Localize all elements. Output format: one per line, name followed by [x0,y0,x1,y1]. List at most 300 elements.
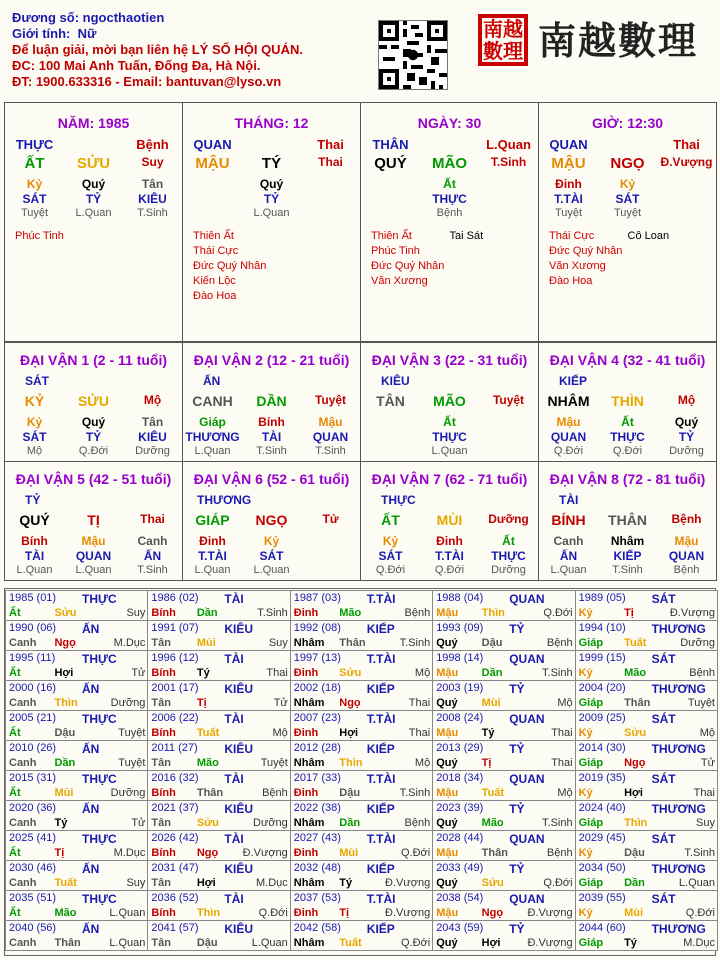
year-phase: Mộ [414,757,431,769]
main-label: Thai [318,155,343,169]
year-label: 2012 (28) [293,742,341,754]
luck-hidden-label: ẤN [143,549,162,563]
year-row [9,877,145,889]
year-label: 2019 (35) [578,772,626,784]
year-cell [5,890,148,921]
top-label: Thai [317,137,344,152]
year-cell [147,830,290,861]
year-row [151,697,287,709]
main-label: MÃO [432,155,467,172]
year-phase: Mộ [699,727,715,739]
luck-hidden-label: TỶ [85,430,102,444]
year-label: 1999 (15) [578,652,626,664]
hidden-row [539,177,716,191]
top-label: THỰC [15,137,54,152]
hidden-row [361,177,538,191]
year-row [436,667,572,679]
year-row [151,607,287,619]
year-stem: Mậu [436,727,459,739]
year-cell [290,680,433,711]
pillar-title: NĂM: 1985 [57,115,130,131]
year-god: TÀI [224,592,244,606]
year-phase: Thai [551,727,573,739]
year-row [9,697,145,709]
luck-cell [360,461,539,581]
hidden-label: SÁT [22,192,47,206]
year-god: TÀI [224,652,244,666]
year-cell [147,590,290,621]
year-cell [575,710,718,741]
top-label: QUAN [193,137,232,152]
year-stem: Mậu [436,847,459,859]
year-cell [5,680,148,711]
luck-hidden-label: SÁT [259,549,284,563]
year-row [151,937,287,949]
year-branch: Dậu [339,787,361,799]
year-row [294,667,430,679]
hidden-label: T.TÀI [554,192,583,206]
year-stem: Tân [151,877,171,889]
year-branch: Dậu [481,637,503,649]
luck-title: ĐẠI VẬN 6 (52 - 61 tuổi) [193,471,350,487]
pillar-title: NGÀY: 30 [417,115,482,131]
hidden-row [183,177,360,191]
pillar-cell [360,102,539,342]
year-god: SÁT [651,772,676,786]
year-row [436,727,572,739]
hidden-label: L.Quan [253,207,290,219]
luck-god: SÁT [25,374,49,388]
year-cell [147,920,290,951]
year-stem: Quý [436,937,458,949]
year-cell [432,590,575,621]
year-branch: Hợi [54,667,74,679]
year-stem: Mậu [436,667,459,679]
luck-hidden-label [479,430,538,444]
year-stem: Giáp [578,817,604,829]
luck-main-row [539,512,716,528]
year-god: THỰC [82,712,117,726]
year-label: 2000 (16) [9,682,57,694]
year-stem: Tân [151,637,171,649]
year-row [436,757,572,769]
year-label: 2031 (47) [151,862,199,874]
year-row [579,697,715,709]
year-branch: Mão [54,907,77,919]
year-stem: Mậu [436,787,459,799]
year-stem: Tân [151,697,171,709]
year-cell [147,770,290,801]
year-branch: Mùi [481,697,501,709]
year-stem: Kỷ [578,787,593,799]
year-phase: Dưỡng [680,637,715,649]
hidden-row [5,177,182,191]
year-stem: Ất [9,667,21,679]
year-label: 2004 (20) [578,682,626,694]
year-row [151,877,287,889]
luck-hidden-label: THỰC [432,430,467,444]
seal-stamp: 南越 數理 [478,14,528,66]
year-row [579,727,715,739]
year-branch: Tý [481,727,495,739]
luck-hidden-label: Tân [141,415,164,429]
year-phase: T.Sinh [542,667,573,679]
pillar-cell [4,102,183,342]
star-left: Văn Xương [371,275,428,287]
year-stem: Giáp [578,697,604,709]
year-branch: Tị [481,757,492,769]
luck-hidden-row [361,430,538,444]
year-god: KIẾP [366,862,395,876]
star-right: Cô Loan [627,230,670,242]
star-left: Đức Quý Nhân [549,245,623,257]
main-label: TÝ [261,155,282,172]
main-label: T.Sinh [490,155,527,169]
year-row [579,637,715,649]
hidden-row [5,192,182,206]
year-phase: Tuyệt [687,697,715,709]
luck-hidden-row [539,415,716,429]
top-label: L.Quan [486,137,531,152]
year-branch: Ngọ [54,637,76,649]
year-god: KIẾP [366,682,395,696]
luck-hidden-label: Canh [137,534,168,548]
star-row [193,259,350,274]
year-stem: Nhâm [293,817,325,829]
hidden-label [301,207,360,219]
year-god: T.TÀI [366,832,396,846]
year-god: ẤN [82,862,100,876]
hidden-label [183,192,242,206]
luck-cell [4,342,183,462]
year-stem: Đinh [293,667,319,679]
luck-hidden-label: Bính [21,534,48,548]
luck-hidden-label: T.Sinh [315,445,346,457]
luck-title: ĐẠI VẬN 1 (2 - 11 tuổi) [19,352,168,368]
year-branch: Thìn [339,757,363,769]
year-god: TỶ [509,682,525,696]
year-label: 2005 (21) [9,712,57,724]
year-god: T.TÀI [366,652,396,666]
star-right: Tai Sát [449,230,484,242]
year-row [9,817,145,829]
year-god: SÁT [651,592,676,606]
year-cell [147,650,290,681]
luck-main-label: ẤT [381,512,400,528]
year-god: TÀI [224,712,244,726]
year-cell [147,800,290,831]
hidden-label: TỶ [85,192,102,206]
luck-hidden-label: QUAN [312,430,349,444]
luck-main-row [5,393,182,409]
year-branch: Thân [196,787,224,799]
year-god: ẤN [82,922,100,936]
year-label: 2016 (32) [151,772,199,784]
year-cell [5,620,148,651]
luck-cell [182,342,361,462]
luck-hidden-label: Mậu [674,534,699,548]
year-label: 2013 (29) [436,742,484,754]
year-row [436,637,572,649]
year-god: T.TÀI [366,592,396,606]
year-god: SÁT [651,892,676,906]
luck-main-label: Dưỡng [488,512,529,526]
year-branch: Tuất [481,787,505,799]
year-label: 2032 (48) [293,862,341,874]
year-branch: Ngọ [624,757,646,769]
luck-cell [538,342,717,462]
hidden-label [361,207,420,219]
year-row [294,607,430,619]
year-branch: Ngọ [481,907,504,919]
luck-main-label: NHÂM [547,393,590,409]
year-row [9,607,145,619]
year-row [579,757,715,769]
luck-hidden-label: QUAN [75,549,112,563]
luck-hidden-label: Dưỡng [135,445,170,457]
year-god: TỶ [509,742,525,756]
year-god: T.TÀI [366,772,396,786]
year-row [9,637,145,649]
year-stem: Bính [151,847,176,859]
year-branch: Dậu [196,937,218,949]
year-god: QUAN [509,712,545,726]
hidden-row [183,207,360,219]
luck-hidden-row [183,415,360,429]
hidden-label [657,192,716,206]
star-left: Thiên Ất [371,230,412,242]
hidden-label [301,192,360,206]
year-branch: Dần [481,667,503,679]
year-cell [147,740,290,771]
year-row [294,817,430,829]
phone-line: ĐT: 1900.633316 - Email: bantuvan@lyso.vn [12,74,282,89]
year-row [9,787,145,799]
year-row [294,787,430,799]
year-label: 2025 (41) [9,832,57,844]
year-phase: Mộ [414,667,431,679]
star-left: Văn Xương [549,260,606,272]
luck-main-row [5,512,182,528]
year-phase: Suy [126,607,146,619]
hidden-label: Kỷ [619,177,636,191]
year-god: QUAN [509,772,545,786]
year-cell [5,740,148,771]
year-stem: Tân [151,757,171,769]
star-left: Đào Hoa [549,275,593,287]
luck-main-label: MÙI [436,512,463,528]
luck-title: ĐẠI VẬN 3 (22 - 31 tuổi) [371,352,528,368]
year-branch: Ngọ [339,697,361,709]
luck-main-label: Mộ [677,393,696,407]
year-god: THƯƠNG [651,862,706,876]
year-cell [432,620,575,651]
year-branch: Tị [196,697,207,709]
year-label: 2010 (26) [9,742,57,754]
year-cell [575,770,718,801]
year-phase: Thai [551,757,573,769]
year-phase: T.Sinh [399,787,431,799]
hidden-label: Bệnh [436,207,463,219]
year-phase: M.Dục [683,937,715,949]
year-branch: Thìn [196,907,221,919]
year-row [436,697,572,709]
year-phase: Đ.Vượng [242,847,288,859]
year-god: TÀI [224,772,244,786]
hidden-row [361,207,538,219]
star-row [549,229,706,244]
year-god: THỰC [82,892,117,906]
year-phase: Đ.Vượng [385,877,431,889]
main-label: Suy [141,155,164,169]
year-stem: Canh [9,637,37,649]
year-phase: Tuyệt [118,757,146,769]
year-stem: Giáp [578,757,604,769]
year-row [579,907,715,919]
year-label: 2008 (24) [436,712,484,724]
luck-hidden-row [183,430,360,444]
main-label: MẬU [551,155,586,172]
year-row [579,847,715,859]
top-label: Thai [673,137,700,152]
year-phase: Thai [693,787,715,799]
year-branch: Mùi [54,787,74,799]
luck-hidden-row [5,415,182,429]
year-label: 1998 (14) [436,652,484,664]
year-phase: Dưỡng [110,697,146,709]
luck-hidden-label: Q.Đới [375,564,406,576]
hidden-label: L.Quan [75,207,112,219]
luck-main-label: TÂN [376,393,405,409]
star-row [371,229,528,244]
year-stem: Bính [151,907,176,919]
year-label: 2014 (30) [578,742,626,754]
year-branch: Dần [624,877,645,889]
star-row [549,259,706,274]
contact-line: Để luận giải, mời bạn liên hệ LÝ SỐ HỘI QUÁN. [12,42,303,57]
year-branch: Tuất [54,877,77,889]
pillar-top-row [5,137,182,152]
year-stem: Canh [9,697,37,709]
luck-hidden-label: T.Sinh [612,564,643,576]
luck-main-label: Tuyệt [492,393,525,407]
year-label: 1996 (12) [151,652,199,664]
year-stem: Canh [9,877,37,889]
year-label: 2006 (22) [151,712,199,724]
luck-hidden-label: THƯƠNG [185,430,240,444]
year-label: 1988 (04) [436,592,484,604]
year-cell [147,680,290,711]
year-god: KIÊU [224,802,254,816]
year-cell [575,650,718,681]
luck-hidden-label: T.TÀI [435,549,464,563]
luck-main-label: Mộ [143,393,162,407]
luck-hidden-label: Kỷ [26,415,43,429]
luck-cell [182,461,361,581]
year-label: 2002 (18) [293,682,341,694]
luck-hidden-label: Quý [674,415,699,429]
year-god: KIÊU [224,622,254,636]
luck-main-label: QUÝ [19,512,50,528]
year-god: KIẾP [366,622,395,636]
hidden-label [657,177,716,191]
year-cell [575,890,718,921]
year-stem: Đinh [293,847,319,859]
year-row [436,877,572,889]
luck-hidden-label: T.TÀI [198,549,227,563]
luck-hidden-label [361,445,420,457]
star-row [549,274,706,289]
year-label: 1986 (02) [151,592,199,604]
year-phase: Bệnh [262,787,288,799]
year-phase: L.Quan [109,937,146,949]
year-branch: Dậu [54,727,76,739]
year-god: THỰC [82,652,117,666]
luck-main-label: CANH [192,393,233,409]
luck-hidden-label: L.Quan [75,564,112,576]
hidden-label [479,177,538,191]
year-label: 2037 (53) [293,892,341,904]
luck-hidden-label: Đinh [199,534,226,548]
luck-hidden-label: L.Quan [16,564,53,576]
main-label: Đ.Vượng [660,155,713,169]
year-row [151,757,287,769]
pillar-top-row [361,137,538,152]
year-stem: Bính [151,667,176,679]
luck-main-row [361,393,538,409]
year-phase: Dưỡng [253,817,288,829]
year-phase: Suy [268,637,288,649]
hidden-row [183,192,360,206]
year-phase: M.Dục [113,847,146,859]
luck-hidden-label: Q.Đới [553,445,584,457]
luck-main-row [539,393,716,409]
year-stem: Ất [9,907,21,919]
luck-hidden-label: SÁT [22,430,47,444]
star-row [193,274,350,289]
luck-title: ĐẠI VẬN 8 (72 - 81 tuổi) [549,471,706,487]
year-god: KIÊU [224,742,254,756]
luck-hidden-label: Bính [258,415,285,429]
hidden-row [361,192,538,206]
year-stem: Đinh [293,727,319,739]
year-branch: Thân [481,847,508,859]
year-cell [5,920,148,951]
pillar-title: GIỜ: 12:30 [591,115,664,131]
luck-hidden-label [301,564,360,576]
year-phase: Bệnh [546,637,573,649]
year-row [294,637,430,649]
hidden-label [479,192,538,206]
luck-hidden-label: Mậu [81,534,106,548]
luck-main-label: NGỌ [255,512,288,528]
year-stem: Kỷ [578,847,593,859]
qr-code-icon[interactable] [378,20,448,90]
year-phase: L.Quan [251,937,288,949]
year-stem: Nhâm [293,757,325,769]
luck-main-label: Tuyệt [314,393,347,407]
luck-hidden-label: L.Quan [431,445,468,457]
hidden-label: KIÊU [138,192,167,206]
year-phase: Mộ [557,787,573,799]
year-stem: Kỷ [578,667,593,679]
hidden-label: Quý [81,177,106,191]
year-god: TỶ [509,862,525,876]
year-branch: Mão [196,757,219,769]
year-cell [290,830,433,861]
star-row [193,244,350,259]
year-row [9,937,145,949]
